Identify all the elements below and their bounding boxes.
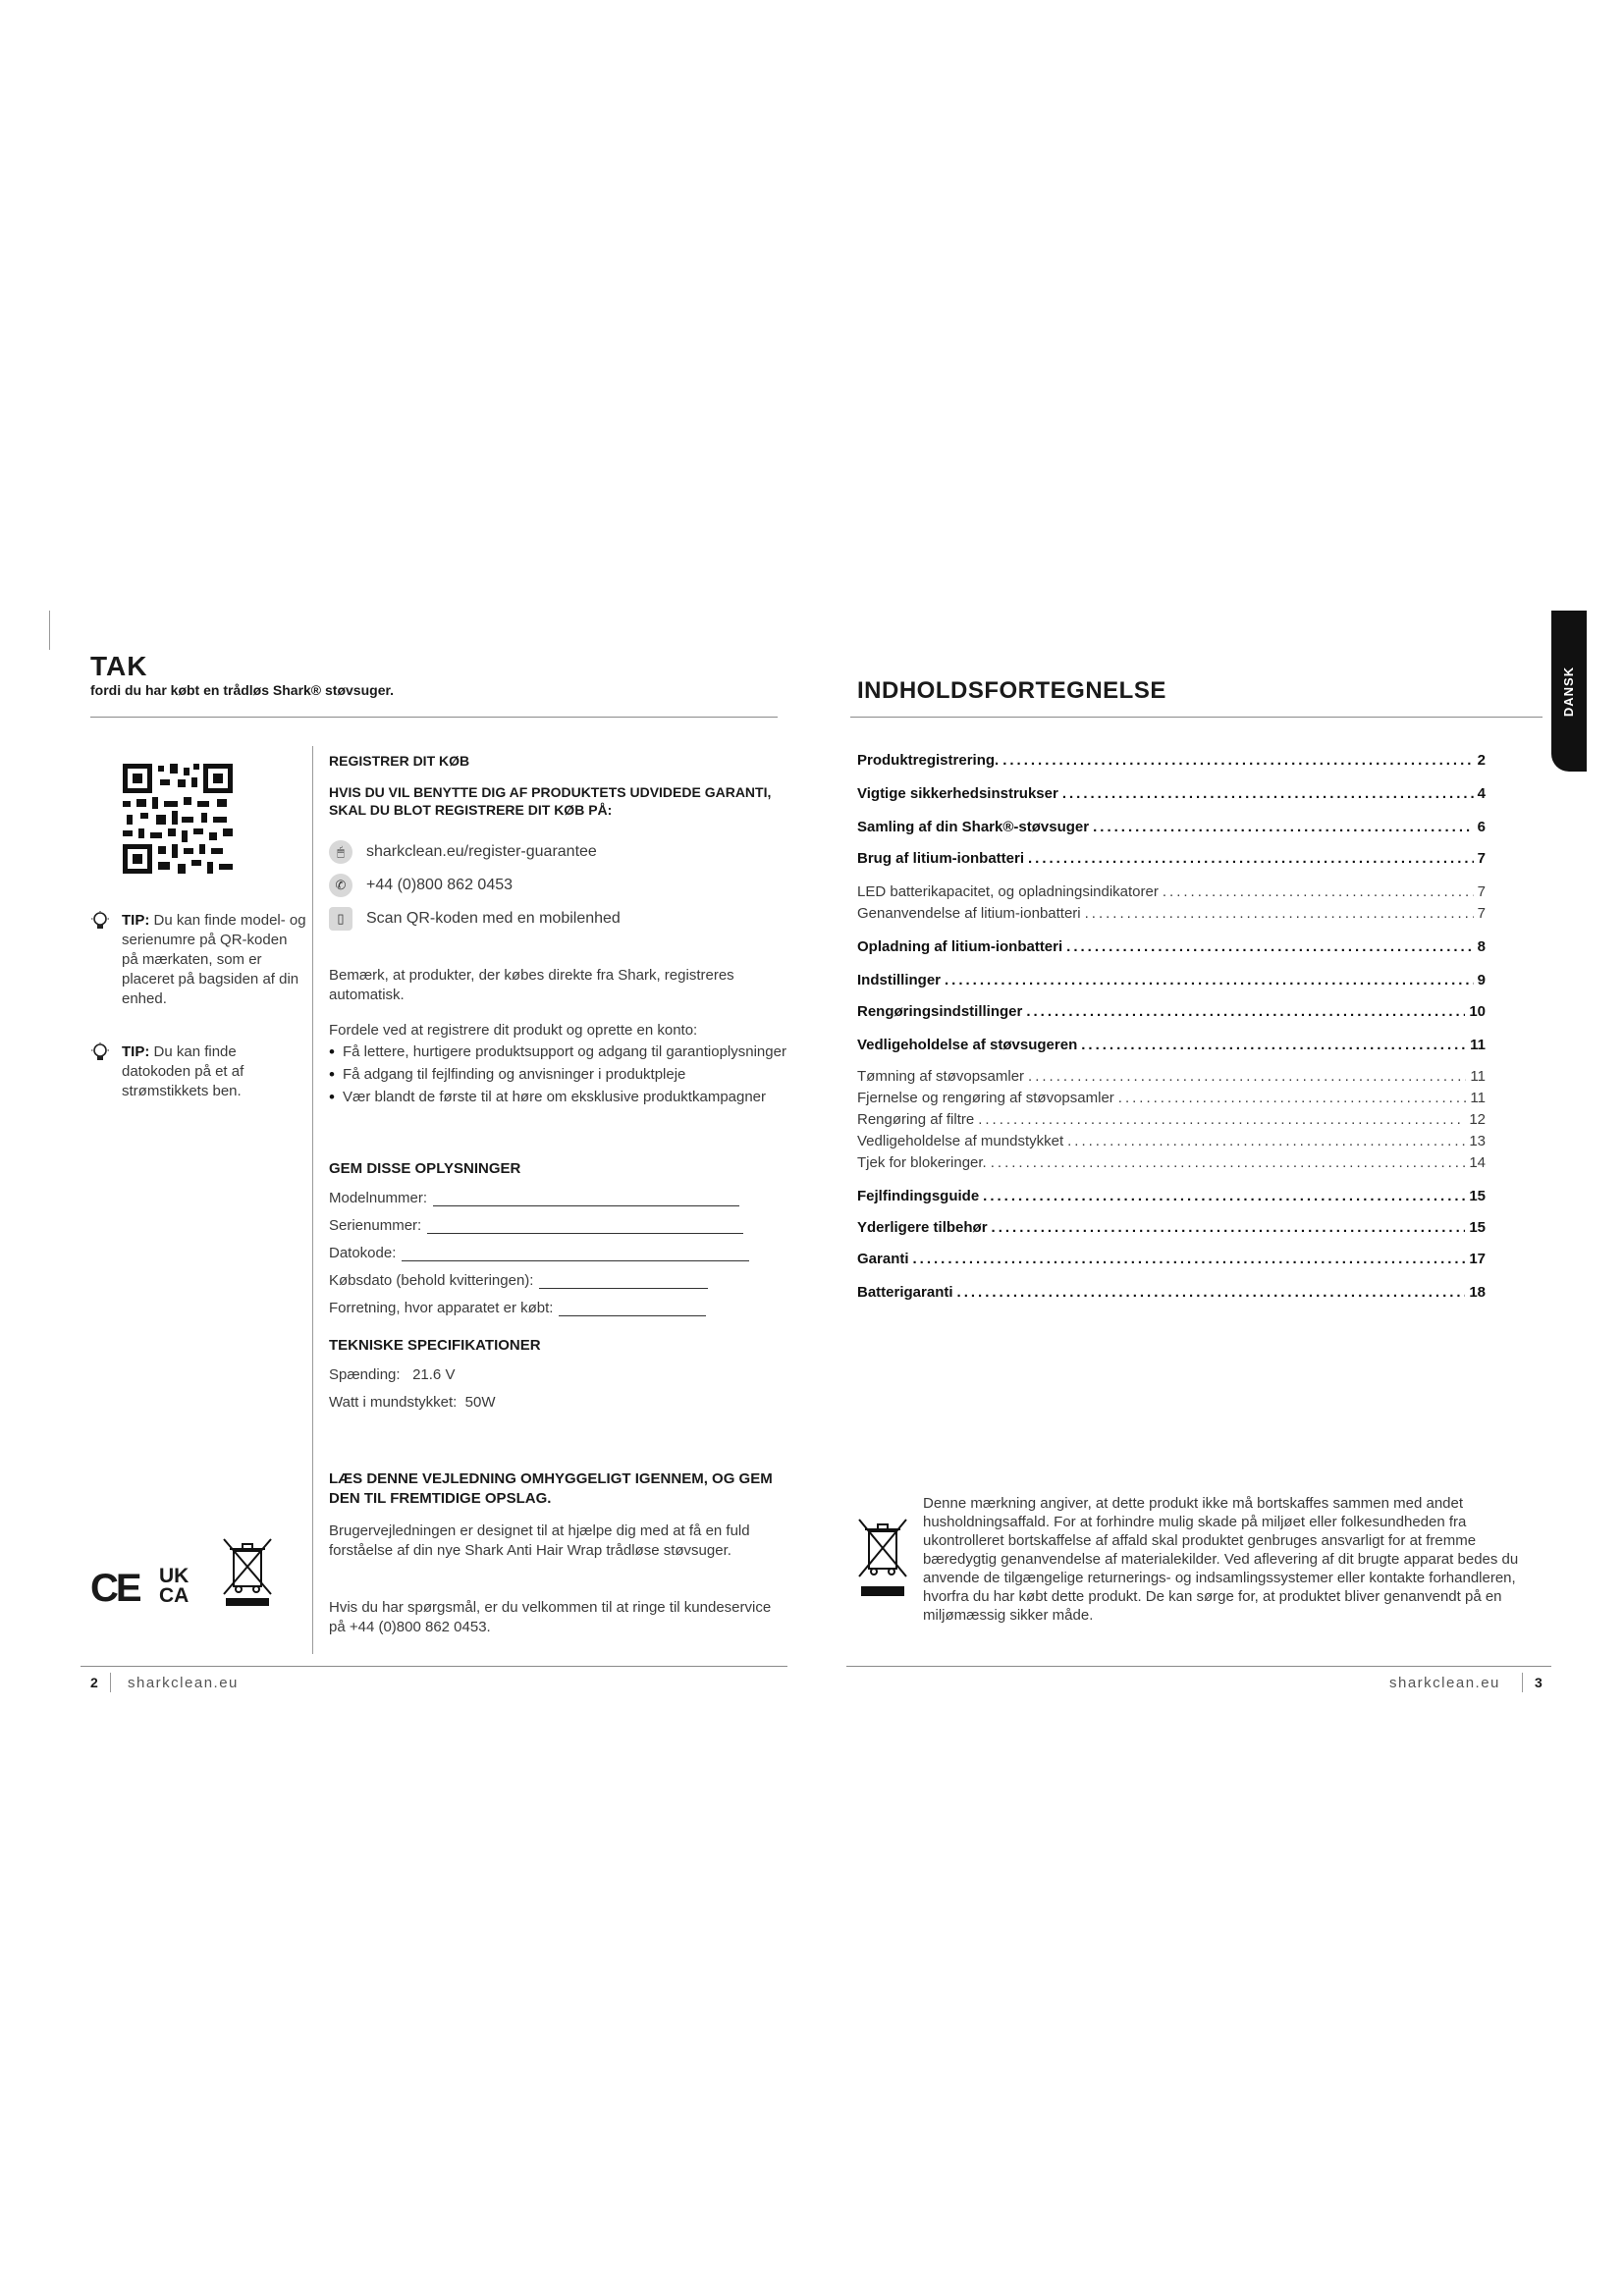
toc-page: 9 [1477,972,1486,988]
toc-label: Produktregistrering. [857,752,1000,769]
toc-label: Tømning af støvopsamler [857,1068,1025,1085]
footer-separator [1522,1673,1523,1692]
toc-leader [1067,1133,1465,1149]
tip-qr [90,911,306,1009]
toc-entry[interactable] [857,752,1486,769]
toc-leader [1081,1037,1466,1053]
contact-web-text: sharkclean.eu/register-guarantee [366,843,597,860]
read-heading: LÆS DENNE VEJLEDNING OMHYGGELIGT IGENNEM, OG GEM DEN TIL FREMTIDIGE OPSLAG. [329,1470,773,1507]
toc-leader [1062,785,1474,802]
tip-label: TIP: [122,1043,150,1060]
toc-leader [913,1251,1466,1267]
toc-page: 12 [1469,1111,1486,1128]
field-line [539,1274,708,1289]
toc-entry[interactable] [857,1111,1486,1128]
toc-label: Samling af din Shark®-støvsuger [857,819,1090,835]
toc-entry[interactable] [857,819,1486,835]
register-heading: REGISTRER DIT KØB [329,753,470,769]
language-tab [1551,611,1587,772]
toc-page: 14 [1469,1154,1486,1171]
toc-entry[interactable] [857,905,1486,922]
toc-leader [1026,1003,1465,1020]
toc-label: Rengøringsindstillinger [857,1003,1023,1020]
footer-site: sharkclean.eu [1389,1675,1500,1691]
toc-page: 6 [1477,819,1486,835]
field-store [329,1300,706,1316]
toc-page: 18 [1469,1284,1486,1301]
toc-page: 7 [1477,883,1486,900]
tip-text: Du kan finde model- og serienumre på QR-koden på mærkaten, som er placeret på bagsiden af din enhed. [122,912,306,1007]
register-note: Bemærk, at produkter, der købes direkte fra Shark, registreres automatisk. [329,967,734,1003]
specs-heading: TEKNISKE SPECIFIKATIONER [329,1337,541,1354]
list-item: • Vær blandt de første til at høre om eksklusive produktkampagner [329,1088,790,1106]
mobile-icon: ▯ [329,907,352,931]
spec-watt [329,1394,496,1411]
toc-label: Vedligeholdelse af støvsugeren [857,1037,1078,1053]
toc-entry[interactable] [857,1188,1486,1204]
toc-leader [957,1284,1466,1301]
spec-label: Spænding: [329,1366,401,1383]
read-paragraph-1: Brugervejledningen er designet til at hjælpe dig med at få en fuld forståelse af din nye Shark Anti Hair Wrap trådløse støvsuger. [329,1522,750,1559]
ukca-top: UK [159,1565,189,1587]
register-intro: HVIS DU VIL BENYTTE DIG AF PRODUKTETS UDVIDEDE GARANTI, SKAL DU BLOT REGISTRERE DIT KØB PÅ: [329,784,772,818]
field-line [559,1302,706,1316]
field-purchase-date [329,1272,708,1289]
field-model [329,1190,739,1206]
toc-label: Batterigaranti [857,1284,953,1301]
lightbulb-icon [90,911,110,931]
toc-page: 15 [1469,1219,1486,1236]
tip-text: Du kan finde datokoden på et af strømstikkets ben. [122,1043,244,1099]
toc-entry[interactable] [857,1037,1486,1053]
benefits-list [329,1042,790,1110]
spec-voltage [329,1366,455,1383]
spec-label: Watt i mundstykket: [329,1394,458,1411]
toc-label: Rengøring af filtre [857,1111,975,1128]
toc-leader [978,1111,1465,1128]
toc-entry[interactable] [857,883,1486,900]
toc-label: Fejlfindingsguide [857,1188,980,1204]
toc-page: 10 [1469,1003,1486,1020]
tip-label: TIP: [122,912,150,929]
toc-leader [1002,752,1473,769]
lightbulb-icon [90,1042,110,1062]
column-divider [312,746,313,1654]
page-title: TAK [90,651,148,681]
field-label: Forretning, hvor apparatet er købt: [329,1300,554,1316]
toc-label: LED batterikapacitet, og opladningsindikatorer [857,883,1159,900]
tip-datecode [90,1042,306,1101]
footer-divider [846,1666,1551,1667]
toc-leader [991,1154,1466,1171]
field-line [402,1247,749,1261]
toc-leader [1093,819,1474,835]
toc-label: Brug af litium-ionbatteri [857,850,1024,867]
toc-entry[interactable] [857,1003,1486,1020]
toc-page: 17 [1469,1251,1486,1267]
toc-leader [992,1219,1466,1236]
toc-entry[interactable] [857,1219,1486,1236]
field-line [433,1192,739,1206]
contact-mobile [329,907,621,931]
toc-page: 11 [1470,1068,1486,1085]
page-number: 3 [1535,1675,1543,1690]
toc-page: 8 [1477,938,1486,955]
field-datecode [329,1245,749,1261]
toc-title: INDHOLDSFORTEGNELSE [857,677,1166,704]
language-tab-label: DANSK [1561,666,1577,717]
field-serial [329,1217,743,1234]
toc-leader [1085,905,1474,922]
save-heading: GEM DISSE OPLYSNINGER [329,1160,521,1177]
field-label: Modelnummer: [329,1190,428,1206]
toc-leader [1118,1090,1467,1106]
field-label: Købsdato (behold kvitteringen): [329,1272,534,1289]
ukca-mark [159,1567,189,1606]
toc-label: Fjernelse og rengøring af støvopsamler [857,1090,1114,1106]
toc-entry[interactable] [857,1154,1486,1171]
toc-page: 7 [1477,905,1486,922]
toc-leader [1066,938,1473,955]
toc-entry[interactable] [857,972,1486,988]
page-subtitle: fordi du har købt en trådløs Shark® støvsuger. [90,682,395,698]
toc-label: Garanti [857,1251,909,1267]
toc-page: 11 [1470,1037,1486,1053]
toc-label: Vigtige sikkerhedsinstrukser [857,785,1058,802]
toc-label: Opladning af litium-ionbatteri [857,938,1063,955]
toc-leader [1028,850,1474,867]
toc-page: 11 [1470,1090,1486,1106]
weee-notice: Denne mærkning angiver, at dette produkt ikke må bortskaffes sammen med andet husholdningsaffald. For at forhindre mulig skade på miljøet eller folkesundheden fra ukontrolleret bortskaffelse af affald skal produktet genbruges ansvarligt for at fremme bæredygtig genanvendelse af materialekilder. Ved aflevering af dit brugte apparat bedes du anvende de tilgængelige returnerings- og indsamlingssystemer eller kontakte forhandleren, hvorfra du har købt dette produkt. De kan sørge for, at produktet bliver genanvendt på en miljømæssig sikker måde. [923,1495,1519,1624]
toc-leader [1028,1068,1466,1085]
toc-label: Genanvendelse af litium-ionbatteri [857,905,1081,922]
toc-label: Vedligeholdelse af mundstykket [857,1133,1064,1149]
ukca-bottom: CA [159,1584,189,1607]
phone-icon: ✆ [329,874,352,897]
toc-leader [983,1188,1465,1204]
toc-entry[interactable] [857,785,1486,802]
toc-page: 13 [1469,1133,1486,1149]
benefits-intro: Fordele ved at registrere dit produkt og oprette en konto: [329,1022,698,1039]
toc-page: 2 [1477,752,1486,769]
spec-value: 50W [464,1394,496,1411]
read-paragraph-2: Hvis du har spørgsmål, er du velkommen til at ringe til kundeservice på +44 (0)800 862 0453. [329,1599,772,1635]
footer-separator [110,1673,111,1692]
toc-label: Indstillinger [857,972,942,988]
footer-divider [81,1666,787,1667]
page-number: 2 [90,1675,98,1690]
spec-value: 21.6 V [412,1366,456,1383]
toc-entry[interactable] [857,938,1486,955]
footer-site: sharkclean.eu [128,1675,239,1691]
toc-leader [945,972,1474,988]
toc-entry[interactable] [857,1090,1486,1106]
field-label: Datokode: [329,1245,397,1261]
toc-header-divider [850,717,1543,718]
contact-phone-text: +44 (0)800 862 0453 [366,877,514,893]
toc-page: 7 [1477,850,1486,867]
toc-label: Yderligere tilbehør [857,1219,988,1236]
mouse-icon: 🖱 [329,840,352,864]
toc-label: Tjek for blokeringer. [857,1154,987,1171]
toc-leader [1163,883,1474,900]
list-item: • Få lettere, hurtigere produktsupport og adgang til garantioplysninger [329,1042,790,1061]
ce-mark: CE [90,1567,139,1610]
toc-entry[interactable] [857,850,1486,867]
qr-code [123,764,233,874]
toc-entry[interactable] [857,1251,1486,1267]
contact-web [329,840,597,864]
toc-page: 15 [1469,1188,1486,1204]
field-line [427,1219,743,1234]
list-item: • Få adgang til fejlfinding og anvisninger i produktpleje [329,1065,790,1084]
header-divider [90,717,778,718]
weee-bin-icon [857,1518,908,1598]
toc-page: 4 [1477,785,1486,802]
contact-phone [329,874,513,897]
contact-mobile-text: Scan QR-koden med en mobilenhed [366,910,621,927]
field-label: Serienummer: [329,1217,422,1234]
toc-entry[interactable] [857,1133,1486,1149]
weee-bin-icon [222,1537,273,1608]
crop-mark [49,611,50,650]
toc-entry[interactable] [857,1284,1486,1301]
toc-entry[interactable] [857,1068,1486,1085]
